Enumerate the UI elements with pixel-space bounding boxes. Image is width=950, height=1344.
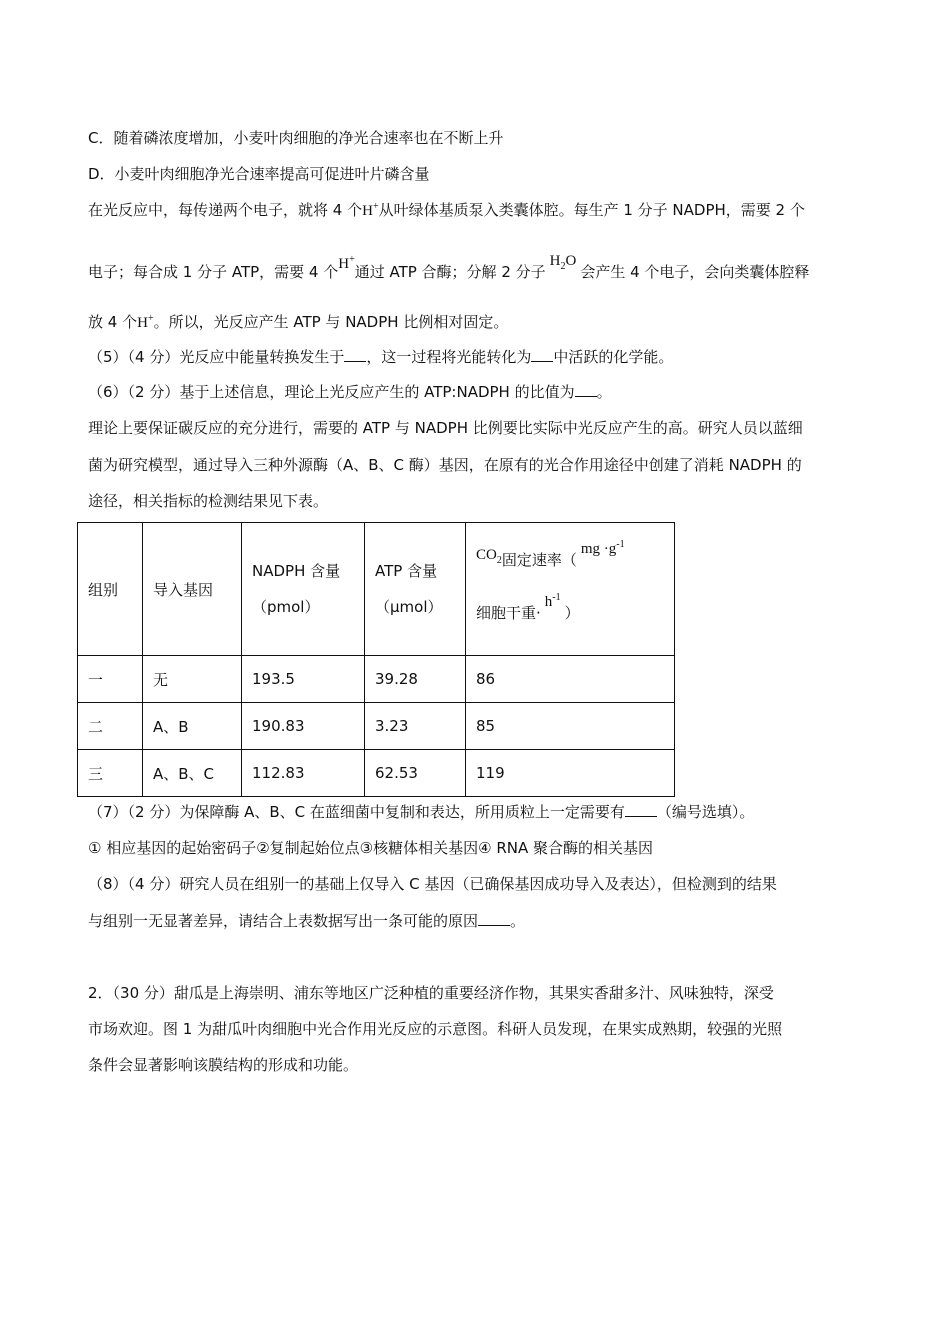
question-5: （5）（4 分）光反应中能量转换发生于 ，这一过程将光能转化为 中活跃的化学能。	[88, 348, 674, 366]
table-row: 一 无 193.5 39.28 86	[78, 656, 675, 703]
para-line-3: 途径，相关指标的检测结果见下表。	[88, 492, 329, 510]
results-table	[77, 522, 675, 797]
question-8-line-1: （8）（4 分）研究人员在组别一的基础上仅导入 C 基因（已确保基因成功导入及表达），但检测到的结果	[88, 875, 777, 893]
unit-h: $h^{-1}$	[544, 592, 561, 610]
para-line-2: 菌为研究模型，通过导入三种外源酶（A、B、C 酶）基因，在原有的光合作用途径中创建了消耗 NADPH 的	[88, 456, 802, 474]
option-c: C．随着磷浓度增加，小麦叶肉细胞的净光合速率也在不断上升	[88, 129, 504, 147]
answer-blank[interactable]	[344, 347, 366, 362]
h-ion: H+	[137, 313, 154, 331]
header-atp: ATP 含量 （μmol）	[365, 523, 466, 656]
question-2-line-3: 条件会显著影响该膜结构的形成和功能。	[88, 1056, 359, 1074]
table-header-row	[78, 523, 675, 656]
question-8-line-2: 与组别一无显著差异，请结合上表数据写出一条可能的原因 。	[88, 912, 526, 930]
h-ion: H+	[338, 254, 355, 272]
answer-blank[interactable]	[625, 802, 657, 817]
table-row: 三 A、B、C 112.83 62.53 119	[78, 750, 675, 797]
header-gene: 导入基因	[143, 523, 242, 656]
question-7: （7）（2 分）为保障酶 A、B、C 在蓝细菌中复制和表达，所用质粒上一定需要有 （编号选填）。	[88, 803, 755, 821]
para-line-1: 理论上要保证碳反应的充分进行，需要的 ATP 与 NADPH 比例要比实际中光反应产生的高。研究人员以蓝细	[88, 419, 803, 437]
header-group: 组别	[78, 523, 143, 656]
question-7-options: ① 相应基因的起始密码子②复制起始位点③核糖体相关基因④ RNA 聚合酶的相关基因	[88, 839, 654, 857]
header-nadph: NADPH 含量 （pmol）	[242, 523, 365, 656]
question-2-line-1: 2．（30 分）甜瓜是上海崇明、浦东等地区广泛种植的重要经济作物，其果实香甜多汁、风味独特，深受	[88, 984, 774, 1002]
header-co2-rate: $CO_2$固定速率（$mg \cdot g^{-1}$ 细胞干重$\cdot h^{-1}$）	[466, 523, 675, 656]
info-line-1: 在光反应中，每传递两个电子，就将 4 个H+从叶绿体基质泵入类囊体腔。每生产 1 分子 NADPH，需要 2 个	[88, 201, 805, 219]
answer-blank[interactable]	[478, 911, 510, 926]
table-row: 二 A、B 190.83 3.23 85	[78, 703, 675, 750]
question-6: （6）（2 分）基于上述信息，理论上光反应产生的 ATP:NADPH 的比值为 。	[88, 383, 612, 401]
question-2-line-2: 市场欢迎。图 1 为甜瓜叶肉细胞中光合作用光反应的示意图。科研人员发现，在果实成熟期，较强的光照	[88, 1020, 783, 1038]
h-ion: H+	[362, 201, 379, 219]
info-line-3: 放 4 个H+。所以，光反应产生 ATP 与 NADPH 比例相对固定。	[88, 313, 509, 331]
answer-blank[interactable]	[531, 347, 553, 362]
answer-blank[interactable]	[575, 382, 597, 397]
unit-mg-g: mg $\cdot g^{-1}$	[580, 539, 625, 557]
info-line-2: 电子；每合成 1 分子 ATP，需要 4 个H+通过 ATP 合酶；分解 2 分子$H_2O$会产生 4 个电子，会向类囊体腔释	[88, 253, 810, 281]
water-formula: $H_2O$	[549, 253, 577, 272]
option-d: D．小麦叶肉细胞净光合速率提高可促进叶片磷含量	[88, 165, 430, 183]
co2-formula: $CO_2$	[476, 547, 502, 566]
